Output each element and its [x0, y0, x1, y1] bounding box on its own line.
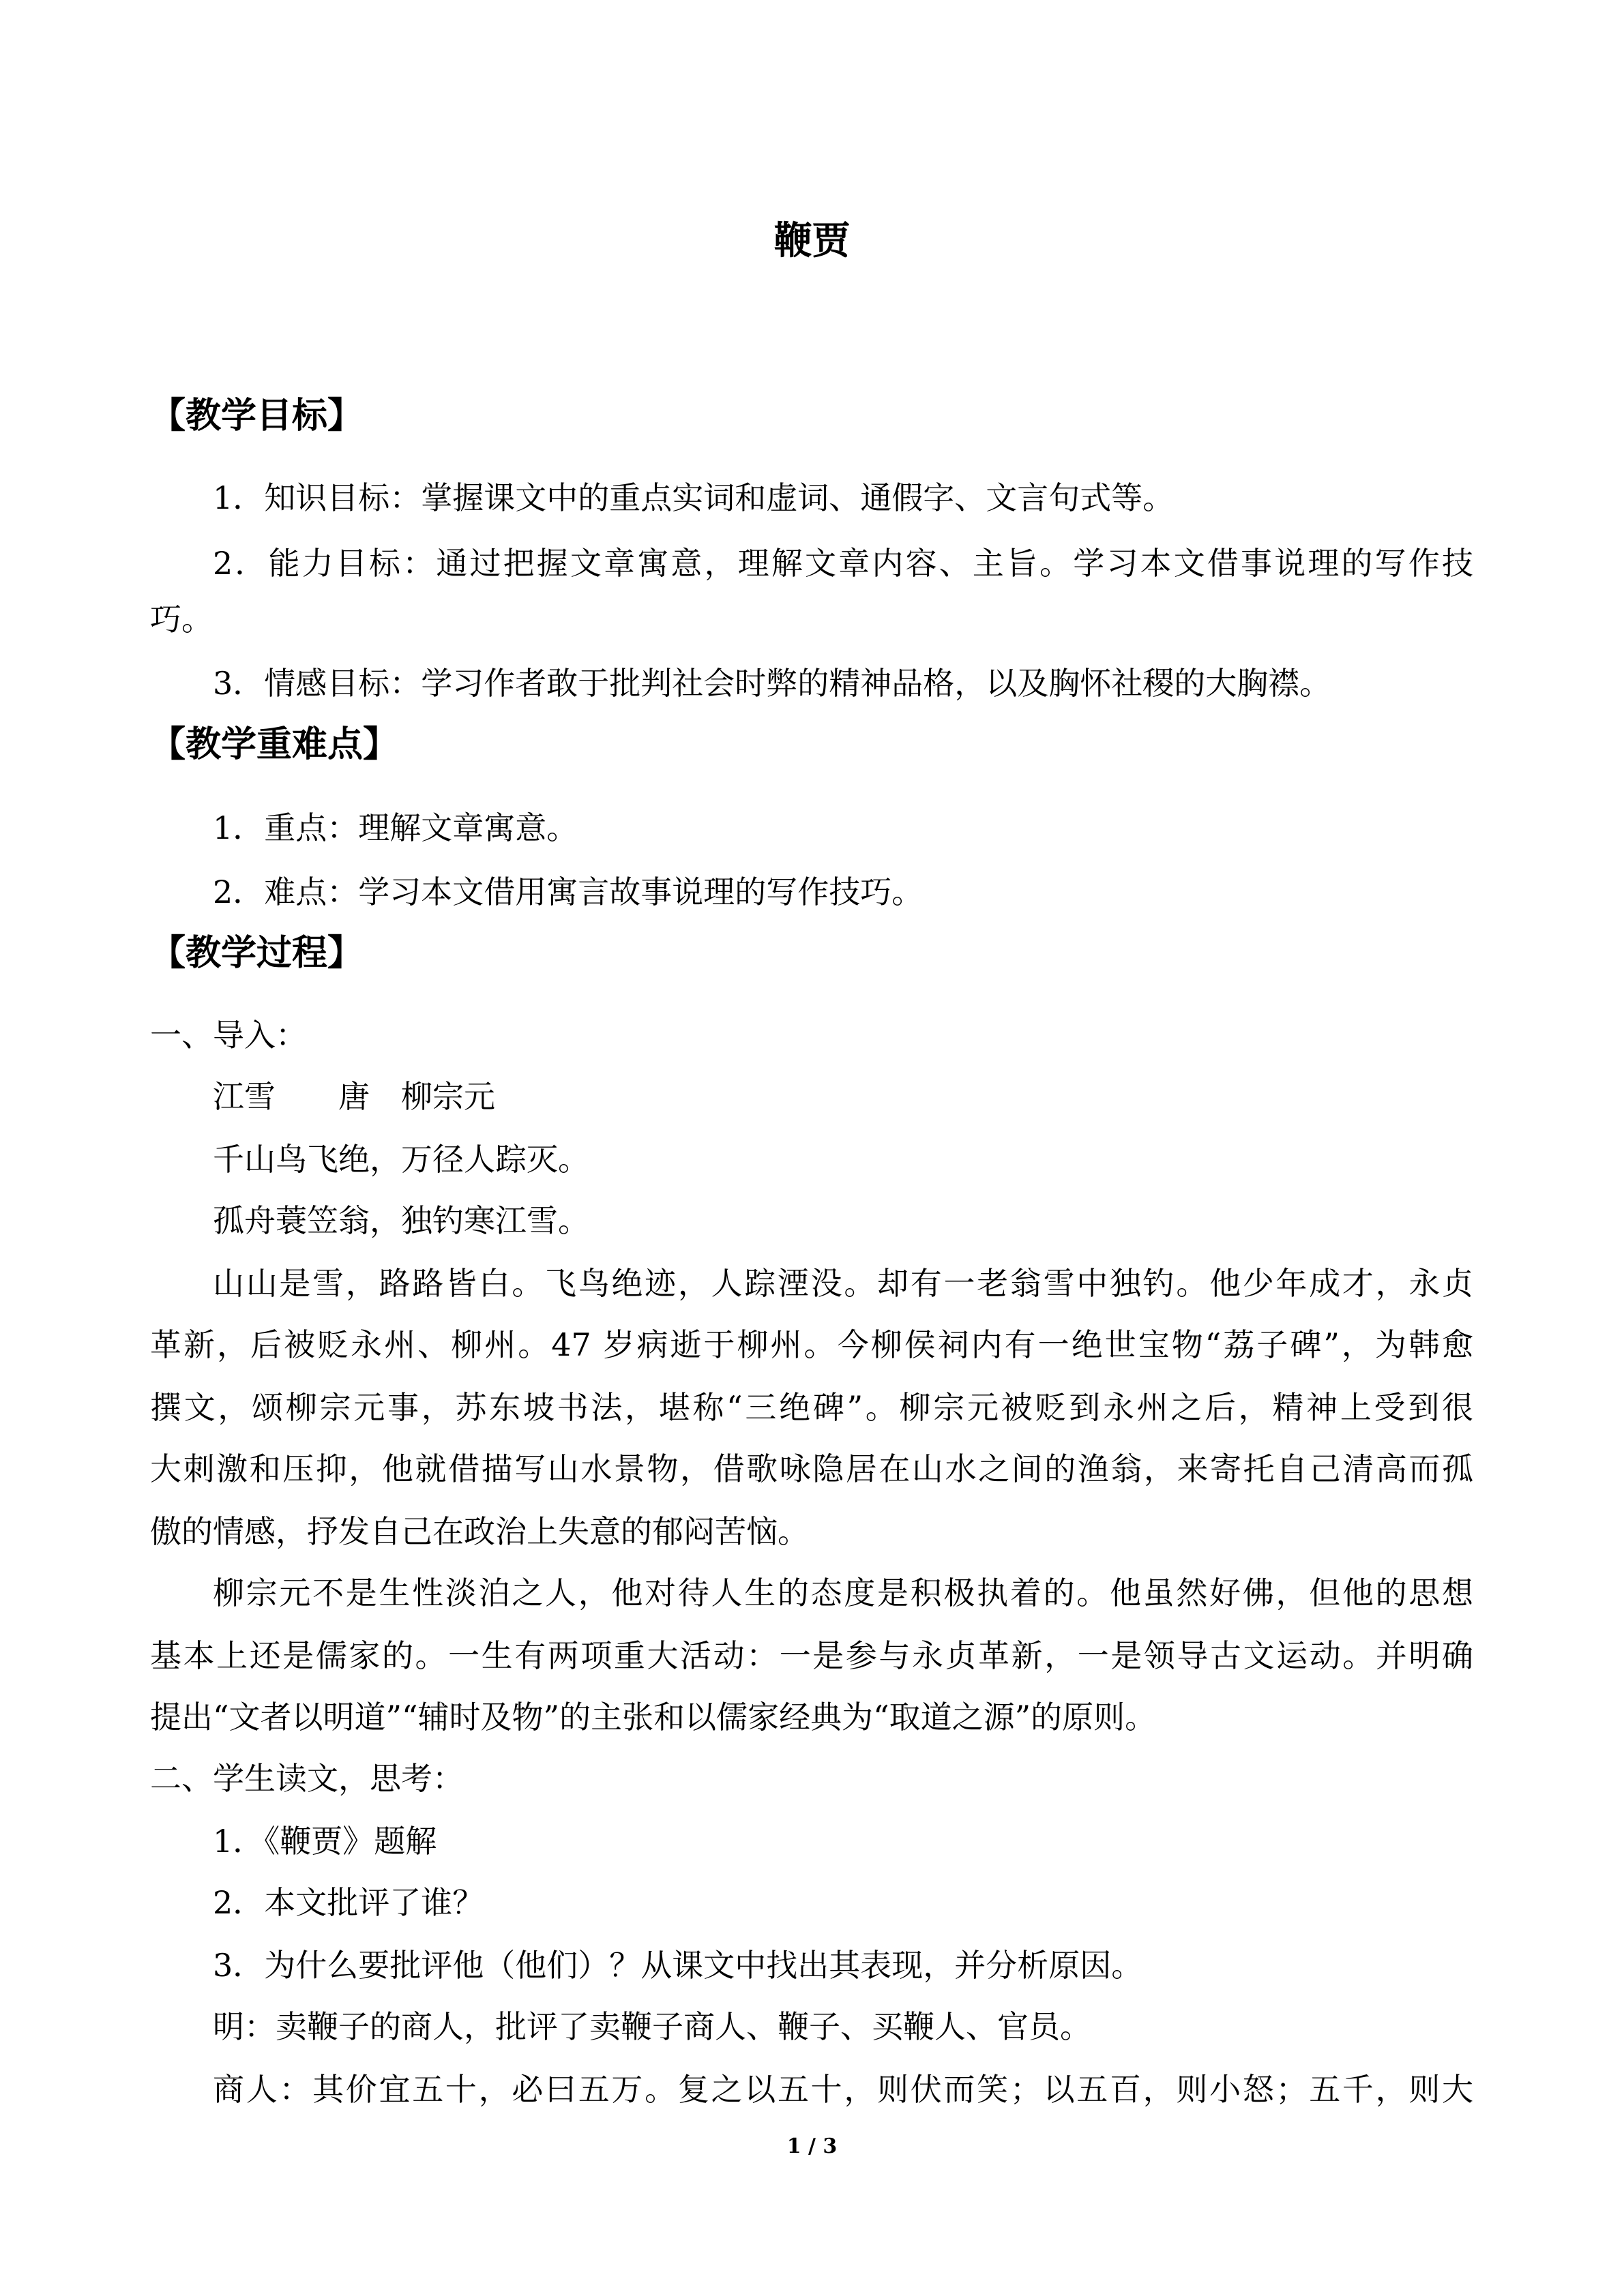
objective-knowledge: 1．知识目标：掌握课文中的重点实词和虚词、通假字、文言句式等。 — [213, 479, 1175, 516]
answer-line: 明：卖鞭子的商人，批评了卖鞭子商人、鞭子、买鞭人、官员。 — [213, 2008, 1091, 2045]
question-2: 2．本文批评了谁？ — [213, 1884, 484, 1921]
question-1: 1．《鞭贾》题解 — [213, 1823, 437, 1860]
section-heading-objectives: 【教学目标】 — [150, 395, 364, 436]
intro-paragraph-line-5: 傲的情感，抒发自己在政治上失意的郁闷苦恼。 — [150, 1513, 809, 1550]
key-point-difficulty: 2．难点：学习本文借用寓言故事说理的写作技巧。 — [213, 874, 924, 910]
poem-title-line: 江雪 唐 柳宗元 — [213, 1078, 495, 1115]
intro-paragraph-line-3: 撰文，颂柳宗元事，苏东坡书法，堪称“三绝碑”。柳宗元被贬到永州之后，精神上受到很 — [150, 1389, 1473, 1426]
part-two-title: 二、学生读文，思考： — [150, 1760, 464, 1797]
question-3: 3．为什么要批评他（他们）？从课文中找出其表现，并分析原因。 — [213, 1947, 1143, 1984]
part-one-title: 一、导入： — [150, 1017, 307, 1054]
intro-paragraph-line-1: 山山是雪，路路皆白。飞鸟绝迹，人踪湮没。却有一老翁雪中独钓。他少年成才，永贞 — [213, 1265, 1473, 1302]
merchant-line: 商人：其价宜五十，必曰五万。复之以五十，则伏而笑；以五百，则小怒；五千，则大 — [213, 2071, 1473, 2108]
author-paragraph-line-2: 基本上还是儒家的。一生有两项重大活动：一是参与永贞革新，一是领导古文运动。并明确 — [150, 1637, 1473, 1674]
author-paragraph-line-3: 提出“文者以明道”“辅时及物”的主张和以儒家经典为“取道之源”的原则。 — [150, 1699, 1157, 1735]
intro-paragraph-line-4: 大刺激和压抑，他就借描写山水景物，借歌咏隐居在山水之间的渔翁，来寄托自己清高而孤 — [150, 1450, 1473, 1487]
objective-ability: 2．能力目标：通过把握文章寓意，理解文章内容、主旨。学习本文借事说理的写作技 — [213, 545, 1473, 582]
section-heading-process: 【教学过程】 — [150, 932, 364, 974]
page-number: 1 / 3 — [786, 2134, 838, 2158]
objective-ability-continued: 巧。 — [150, 601, 213, 638]
section-heading-key-points: 【教学重难点】 — [150, 724, 399, 765]
poem-line-2: 孤舟蓑笠翁，独钓寒江雪。 — [213, 1202, 589, 1239]
document-title: 鞭贾 — [773, 218, 851, 263]
poem-line-1: 千山鸟飞绝，万径人踪灭。 — [213, 1141, 589, 1178]
author-paragraph-line-1: 柳宗元不是生性淡泊之人，他对待人生的态度是积极执着的。他虽然好佛，但他的思想 — [213, 1575, 1473, 1611]
objective-emotion: 3．情感目标：学习作者敢于批判社会时弊的精神品格，以及胸怀社稷的大胸襟。 — [213, 665, 1331, 702]
key-point-focus: 1．重点：理解文章寓意。 — [213, 809, 578, 846]
intro-paragraph-line-2: 革新，后被贬永州、柳州。47 岁病逝于柳州。今柳侯祠内有一绝世宝物“荔子碑”，为韩愈 — [150, 1326, 1473, 1363]
